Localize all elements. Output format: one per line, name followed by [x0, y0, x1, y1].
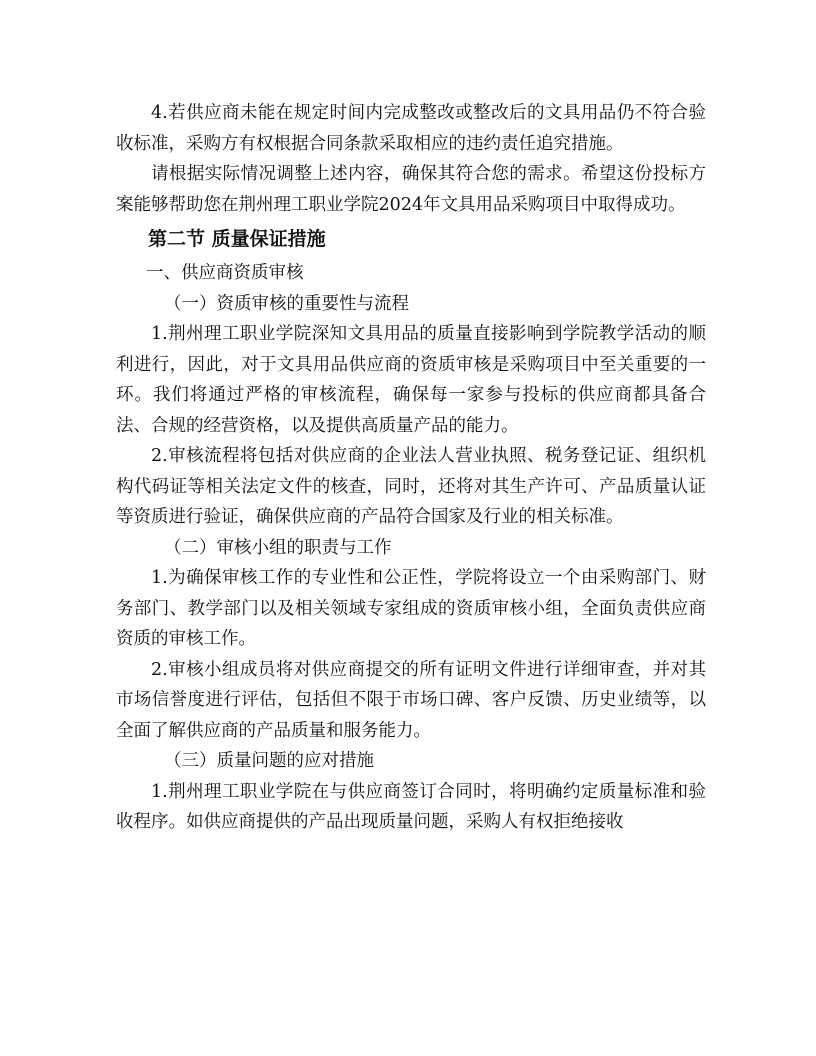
document-body [116, 98, 706, 838]
paragraph-breach-measures: 4.若供应商未能在规定时间内完成整改或整改后的文具用品仍不符合验收标准，采购方有权根据合同条款采取相应的违约责任追究措施。 [116, 103, 706, 154]
section-title: 第二节 质量保证措施 [148, 228, 326, 250]
part3-item-1: 1.荆州理工职业学院在与供应商签订合同时，将明确约定质量标准和验收程序。如供应商提供的产品出现质量问题，采购人有权拒绝接收 [116, 781, 706, 832]
part1-item-1: 1.荆州理工职业学院深知文具用品的质量直接影响到学院教学活动的顺利进行，因此，对于文具用品供应商的资质审核是采购项目中至关重要的一环。我们将通过严格的审核流程，确保每一家参与投标的供应商都具备合法、合规的经营资格，以及提供高质量产品的能力。 [116, 324, 706, 436]
paragraph-closing-note: 请根据实际情况调整上述内容，确保其符合您的需求。希望这份投标方案能够帮助您在荆州理工职业学院2024年文具用品采购项目中取得成功。 [116, 164, 706, 215]
part2-item-2: 2.审核小组成员将对供应商提交的所有证明文件进行详细审查，并对其市场信誉度进行评估，包括但不限于市场口碑、客户反馈、历史业绩等，以全面了解供应商的产品质量和服务能力。 [116, 659, 706, 741]
part2-title: （二）审核小组的职责与工作 [164, 537, 392, 558]
part1-title: （一）资质审核的重要性与流程 [164, 293, 409, 314]
part3-title: （三）质量问题的应对措施 [164, 751, 374, 771]
subsection-title: 一、供应商资质审核 [146, 263, 304, 283]
part1-item-2: 2.审核流程将包括对供应商的企业法人营业执照、税务登记证、组织机构代码证等相关法定文件的核查，同时，还将对其生产许可、产品质量认证等资质进行验证，确保供应商的产品符合国家及行业的相关标准。 [116, 446, 706, 527]
part2-item-1: 1.为确保审核工作的专业性和公正性，学院将设立一个由采购部门、财务部门、教学部门以及相关领域专家组成的资质审核小组，全面负责供应商资质的审核工作。 [116, 568, 706, 649]
